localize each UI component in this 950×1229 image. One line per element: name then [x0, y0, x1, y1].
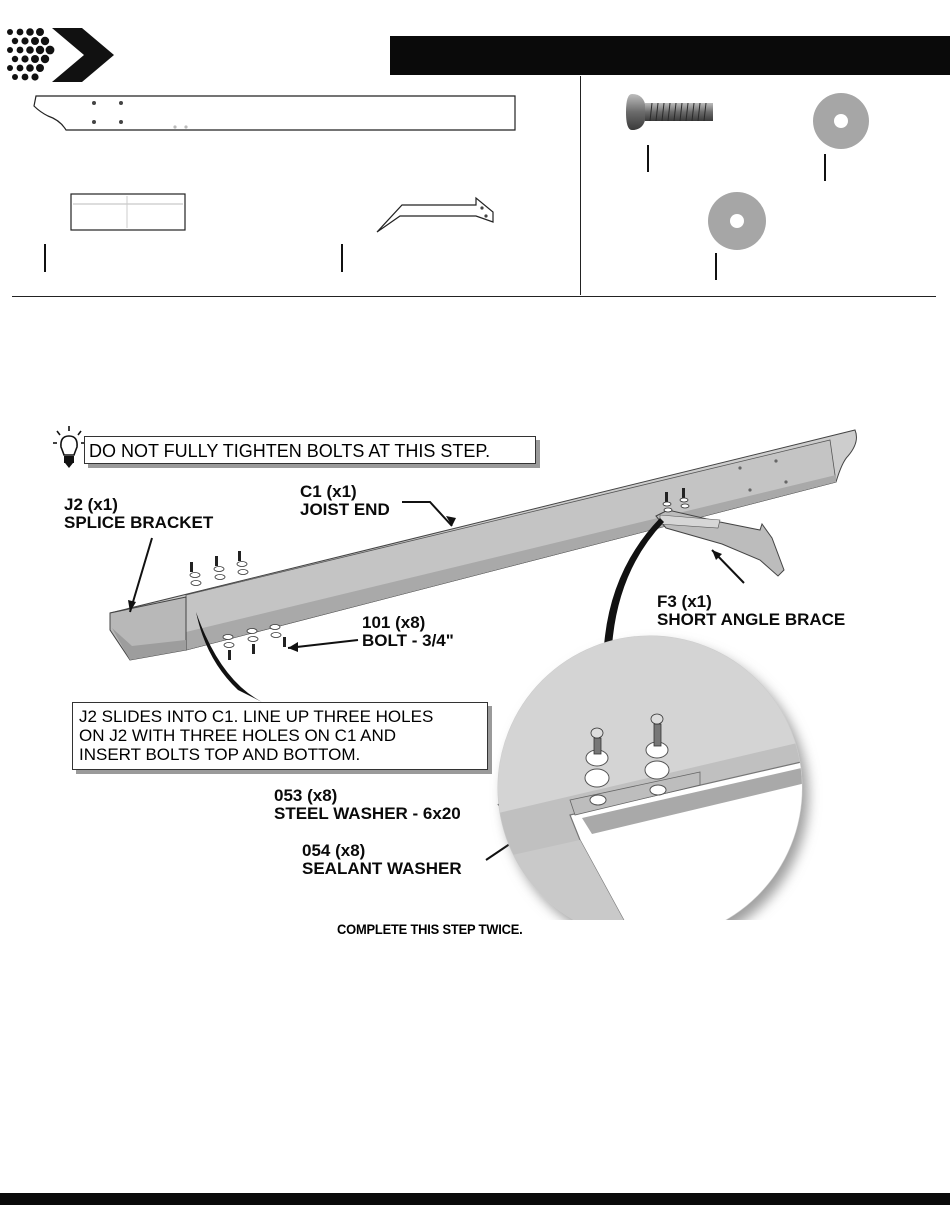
label-washer-053-qty: 053 (x8) [274, 786, 338, 805]
label-f3-name: SHORT ANGLE BRACE [657, 610, 846, 629]
instruction-box [72, 702, 488, 770]
footer-bar [0, 1193, 950, 1205]
label-j2 [64, 496, 213, 532]
instruction-line-2: ON J2 WITH THREE HOLES ON C1 AND [79, 726, 397, 745]
assembly-illustration [0, 420, 950, 920]
hardware-tick-steel-washer [824, 154, 826, 181]
label-c1-qty: C1 (x1) [300, 482, 357, 501]
label-washer-054-name: SEALANT WASHER [302, 859, 462, 878]
label-washer-054-qty: 054 (x8) [302, 841, 366, 860]
repeat-step-note: COMPLETE THIS STEP TWICE. [337, 921, 523, 937]
splice-bracket-part-drawing [70, 193, 188, 233]
label-j2-name: SPLICE BRACKET [64, 513, 214, 532]
hardware-tick-bolt [647, 145, 649, 172]
label-j2-qty: J2 (x1) [64, 495, 118, 514]
label-f3 [657, 593, 845, 629]
brand-logo-chevron [2, 26, 117, 86]
hardware-tick-sealant-washer [715, 253, 717, 280]
lightbulb-icon [52, 425, 86, 469]
joist-end-part-drawing [30, 90, 525, 135]
parts-divider-vertical [580, 76, 581, 295]
bolt-icon [620, 92, 720, 132]
instruction-line-3: INSERT BOLTS TOP AND BOTTOM. [79, 745, 361, 764]
part-tick-j2 [44, 244, 46, 272]
header-bar [390, 36, 950, 75]
parts-divider-horizontal [12, 296, 936, 297]
sealant-washer-icon [707, 191, 769, 253]
label-bolt-101 [362, 614, 454, 650]
label-f3-qty: F3 (x1) [657, 592, 712, 611]
part-tick-f3 [341, 244, 343, 272]
instruction-line-1: J2 SLIDES INTO C1. LINE UP THREE HOLES [79, 707, 434, 726]
label-c1-name: JOIST END [300, 500, 390, 519]
label-bolt-101-name: BOLT - 3/4" [362, 631, 454, 650]
label-bolt-101-qty: 101 (x8) [362, 613, 426, 632]
label-washer-053 [274, 787, 461, 823]
label-washer-053-name: STEEL WASHER - 6x20 [274, 804, 461, 823]
tip-note: DO NOT FULLY TIGHTEN BOLTS AT THIS STEP. [84, 436, 536, 464]
label-c1 [300, 483, 390, 519]
steel-washer-icon [812, 92, 872, 152]
angle-brace-part-drawing [372, 192, 497, 234]
label-washer-054 [302, 842, 462, 878]
